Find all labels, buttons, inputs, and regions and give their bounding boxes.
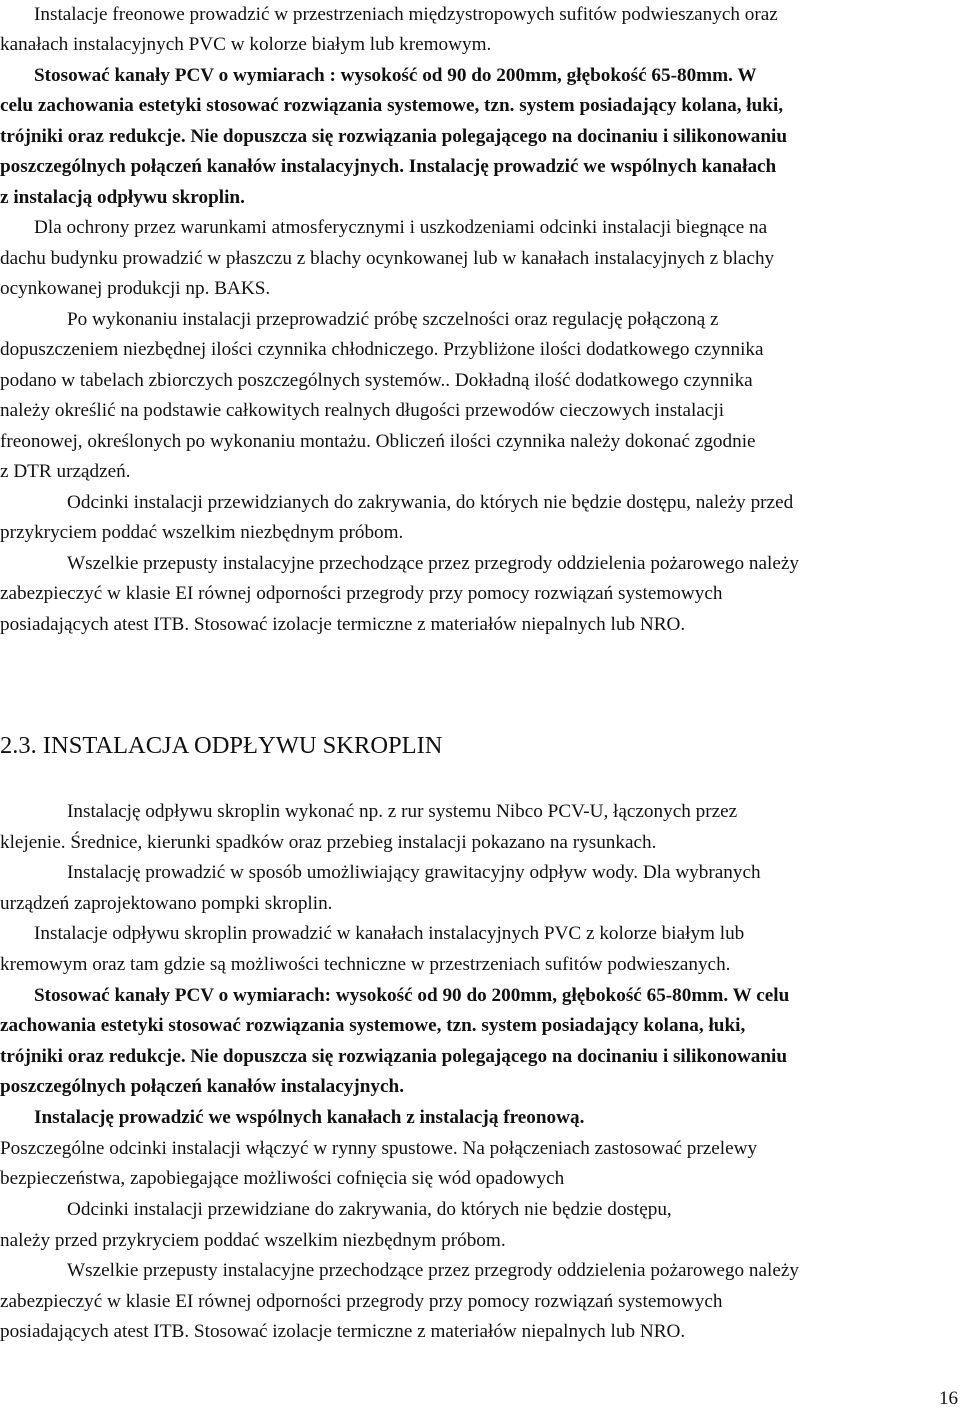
text-line: zabezpieczyć w klasie EI równej odporności przegrody przy pomocy rozwiązań systemowych — [0, 1291, 723, 1312]
page-number: 16 — [939, 1388, 958, 1409]
text-line: kremowym oraz tam gdzie są możliwości techniczne w przestrzeniach sufitów podwieszanych. — [0, 954, 731, 975]
text-line: Instalację odpływu skroplin wykonać np. z rur systemu Nibco PCV-U, łączonych przez — [67, 801, 738, 822]
text-line: Dla ochrony przez warunkami atmosferycznymi i uszkodzeniami odcinki instalacji biegnące na — [34, 217, 768, 238]
text-line: Odcinki instalacji przewidziane do zakrywania, do których nie będzie dostępu, — [67, 1199, 672, 1220]
text-line: przykryciem poddać wszelkim niezbędnym próbom. — [0, 522, 404, 543]
text-line: z DTR urządzeń. — [0, 461, 131, 482]
text-line: Instalacje freonowe prowadzić w przestrzeniach międzystropowych sufitów podwieszanych oraz — [34, 4, 778, 25]
text-line: z instalacją odpływu skroplin. — [0, 187, 245, 208]
text-line: Odcinki instalacji przewidzianych do zakrywania, do których nie będzie dostępu, należy przed — [67, 492, 794, 513]
text-line: Po wykonaniu instalacji przeprowadzić próbę szczelności oraz regulację połączoną z — [67, 309, 719, 330]
text-line: poszczególnych połączeń kanałów instalacyjnych. Instalację prowadzić we wspólnych kanałach — [0, 156, 777, 177]
text-line: dachu budynku prowadzić w płaszczu z blachy ocynkowanej lub w kanałach instalacyjnych z blachy — [0, 248, 775, 269]
text-line: trójniki oraz redukcje. Nie dopuszcza się rozwiązania polegającego na docinaniu i silikonowaniu — [0, 126, 788, 147]
text-line: kanałach instalacyjnych PVC w kolorze białym lub kremowym. — [0, 34, 492, 55]
text-line: Instalację prowadzić we wspólnych kanałach z instalacją freonową. — [34, 1107, 585, 1128]
text-line: klejenie. Średnice, kierunki spadków oraz przebieg instalacji pokazano na rysunkach. — [0, 832, 657, 853]
text-line: poszczególnych połączeń kanałów instalacyjnych. — [0, 1076, 405, 1097]
text-line: Poszczególne odcinki instalacji włączyć w rynny spustowe. Na połączeniach zastosować przelewy — [0, 1138, 758, 1159]
text-line: Stosować kanały PCV o wymiarach : wysokość od 90 do 200mm, głębokość 65-80mm. W — [34, 65, 757, 86]
section-heading: 2.3. INSTALACJA ODPŁYWU SKROPLIN — [0, 732, 443, 759]
text-line: freonowej, określonych po wykonaniu montażu. Obliczeń ilości czynnika należy dokonać zgodnie — [0, 431, 756, 452]
text-line: Wszelkie przepusty instalacyjne przechodzące przez przegrody oddzielenia pożarowego należy — [67, 553, 799, 574]
text-line: trójniki oraz redukcje. Nie dopuszcza się rozwiązania polegającego na docinaniu i silikonowaniu — [0, 1046, 788, 1067]
text-line: należy przed przykryciem poddać wszelkim niezbędnym próbom. — [0, 1230, 506, 1251]
text-line: bezpieczeństwa, zapobiegające możliwości cofnięcia się wód opadowych — [0, 1168, 565, 1189]
text-line: należy określić na podstawie całkowitych realnych długości przewodów cieczowych instalacji — [0, 400, 725, 421]
text-line: Wszelkie przepusty instalacyjne przechodzące przez przegrody oddzielenia pożarowego należy — [67, 1260, 799, 1281]
text-line: podano w tabelach zbiorczych poszczególnych systemów.. Dokładną ilość dodatkowego czynnika — [0, 370, 753, 391]
text-line: zachowania estetyki stosować rozwiązania systemowe, tzn. system posiadający kolana, łuki, — [0, 1015, 746, 1036]
text-line: Stosować kanały PCV o wymiarach: wysokość od 90 do 200mm, głębokość 65-80mm. W celu — [34, 985, 790, 1006]
text-line: dopuszczeniem niezbędnej ilości czynnika chłodniczego. Przybliżone ilości dodatkowego czynnika — [0, 339, 764, 360]
text-line: urządzeń zaprojektowano pompki skroplin. — [0, 893, 333, 914]
text-line: zabezpieczyć w klasie EI równej odporności przegrody przy pomocy rozwiązań systemowych — [0, 583, 723, 604]
text-line: ocynkowanej produkcji np. BAKS. — [0, 278, 271, 299]
text-line: posiadających atest ITB. Stosować izolacje termiczne z materiałów niepalnych lub NRO. — [0, 1321, 686, 1342]
text-line: Instalację prowadzić w sposób umożliwiający grawitacyjny odpływ wody. Dla wybranych — [67, 862, 761, 883]
text-line: celu zachowania estetyki stosować rozwiązania systemowe, tzn. system posiadający kolana, łuki, — [0, 95, 784, 116]
text-line: posiadających atest ITB. Stosować izolacje termiczne z materiałów niepalnych lub NRO. — [0, 614, 686, 635]
text-line: Instalacje odpływu skroplin prowadzić w kanałach instalacyjnych PVC z kolorze białym lub — [34, 923, 745, 944]
